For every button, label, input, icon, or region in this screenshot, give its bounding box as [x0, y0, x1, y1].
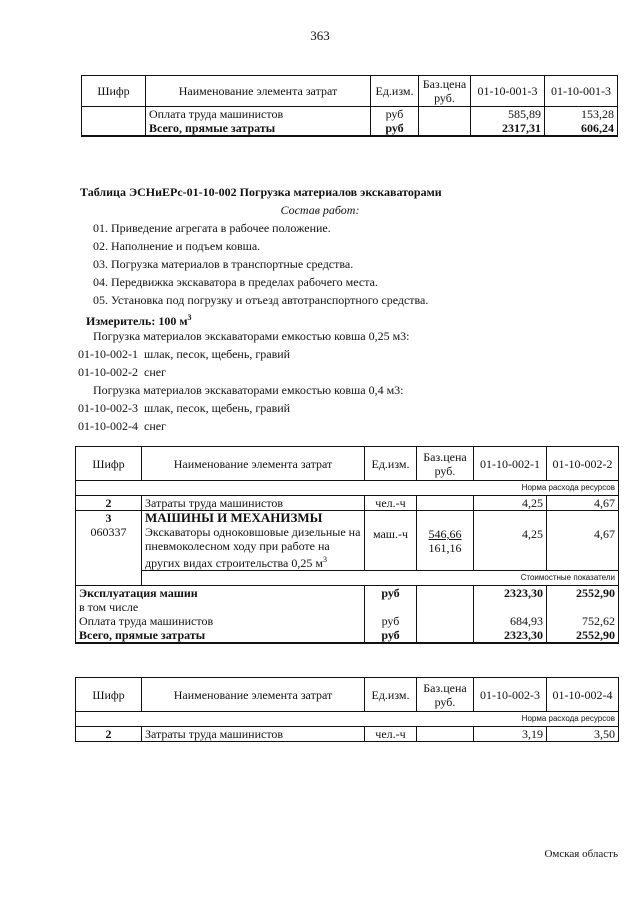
header-code: Шифр [76, 678, 142, 712]
table-row [76, 614, 619, 628]
row-name: Эксплуатация машин [76, 586, 365, 601]
header-col2: 01-10-002-2 [547, 447, 619, 481]
norm-label: Норма расхода ресурсов [76, 481, 619, 496]
section-title: Таблица ЭСНиЕРс-01-10-002 Погрузка материалов экскаваторами [80, 185, 442, 199]
row-price: 546,66 161,16 [417, 511, 474, 571]
table-header [82, 76, 618, 107]
header-code: Шифр [82, 76, 146, 107]
row-value: 4,67 [547, 511, 619, 571]
header-price: Баз.цена руб. [417, 678, 474, 712]
row-value: 4,25 [474, 511, 547, 571]
header-code: Шифр [76, 447, 142, 481]
row-value: 2552,90 [547, 628, 619, 643]
row-unit: руб [365, 628, 417, 643]
header-unit: Ед.изм. [371, 76, 419, 107]
row-name: Всего, прямые затраты [146, 121, 371, 136]
work-heading: Состав работ: [280, 203, 360, 217]
table-row [82, 107, 618, 122]
table-header [76, 678, 619, 712]
group-title: Погрузка материалов экскаваторами емкостью ковша 0,25 м3: [93, 329, 410, 343]
row-value: 752,62 [547, 614, 619, 628]
header-name: Наименование элемента затрат [142, 678, 365, 712]
row-unit: руб [371, 121, 419, 136]
norm-label: Норма расхода ресурсов [76, 712, 619, 727]
code-line: 01-10-002-2 снег [78, 365, 166, 379]
header-price: Баз.цена руб. [417, 447, 474, 481]
code-line: 01-10-002-4 снег [78, 419, 166, 433]
row-value: 606,24 [545, 121, 618, 136]
table-row [76, 727, 619, 742]
meter-label: Измеритель: 100 $м^3$ [86, 313, 192, 328]
resource-table [75, 446, 619, 644]
table-row [76, 600, 619, 614]
row-value: 3,50 [547, 727, 619, 742]
header-col2: 01-10-002-4 [547, 678, 619, 712]
resource-table [75, 677, 619, 742]
row-value: 4,67 [547, 496, 619, 511]
row-unit: маш.-ч [365, 511, 417, 571]
header-unit: Ед.изм. [365, 678, 417, 712]
table-row [76, 586, 619, 601]
row-name: Оплата труда машинистов [146, 107, 371, 122]
work-item: 02. Наполнение и подъем ковша. [93, 239, 261, 253]
work-item: 03. Погрузка материалов в транспортные средства. [93, 257, 354, 271]
table-row [76, 496, 619, 511]
row-value: 4,25 [474, 496, 547, 511]
table-row [82, 121, 618, 136]
work-item: 05. Установка под погрузку и отъезд автотранспортного средства. [93, 293, 429, 307]
page-number: 363 [310, 28, 330, 43]
row-value: 684,93 [474, 614, 547, 628]
header-price: Баз.цена руб. [419, 76, 471, 107]
row-unit: чел.-ч [365, 496, 417, 511]
group-title: Погрузка материалов экскаваторами емкостью ковша 0,4 м3: [93, 383, 404, 397]
row-name: Затраты труда машинистов [142, 496, 365, 511]
code-line: 01-10-002-1 шлак, песок, щебень, гравий [78, 347, 291, 361]
row-unit: руб [371, 107, 419, 122]
code-line: 01-10-002-3 шлак, песок, щебень, гравий [78, 401, 291, 415]
row-value: 2323,30 [474, 628, 547, 643]
row-value: 585,89 [471, 107, 545, 122]
row-code: 2 [76, 496, 142, 511]
table-row [76, 511, 619, 571]
row-unit: руб [365, 586, 417, 601]
table-row [76, 628, 619, 643]
cost-label: Стоимостные показатели [142, 571, 619, 586]
row-name: в том числе [76, 600, 365, 614]
row-code: 2 [76, 727, 142, 742]
header-col1: 01-10-002-1 [474, 447, 547, 481]
work-item: 04. Передвижка экскаватора в пределах рабочего места. [93, 275, 378, 289]
row-name: МАШИНЫ И МЕХАНИЗМЫ Экскаваторы одноковшовые дизельные на пневмоколесном ходу при работе на других видах строительства 0,25 $м^3$ [142, 511, 365, 571]
header-col1: 01-10-001-3 [471, 76, 545, 107]
row-code: 3 060337 [76, 511, 142, 571]
row-value: 153,28 [545, 107, 618, 122]
row-unit: чел.-ч [365, 727, 417, 742]
table-continuation [81, 75, 618, 137]
header-unit: Ед.изм. [365, 447, 417, 481]
row-name: Затраты труда машинистов [142, 727, 365, 742]
footer-region: Омская область [544, 848, 618, 860]
row-value: 3,19 [474, 727, 547, 742]
table-header [76, 447, 619, 481]
row-name: Всего, прямые затраты [76, 628, 365, 643]
header-name: Наименование элемента затрат [146, 76, 371, 107]
row-value: 2552,90 [547, 586, 619, 601]
row-value: 2323,30 [474, 586, 547, 601]
work-item: 01. Приведение агрегата в рабочее положение. [93, 221, 331, 235]
header-name: Наименование элемента затрат [142, 447, 365, 481]
header-col1: 01-10-002-3 [474, 678, 547, 712]
row-value: 2317,31 [471, 121, 545, 136]
row-unit: руб [365, 614, 417, 628]
row-name: Оплата труда машинистов [76, 614, 365, 628]
header-col2: 01-10-001-3 [545, 76, 618, 107]
